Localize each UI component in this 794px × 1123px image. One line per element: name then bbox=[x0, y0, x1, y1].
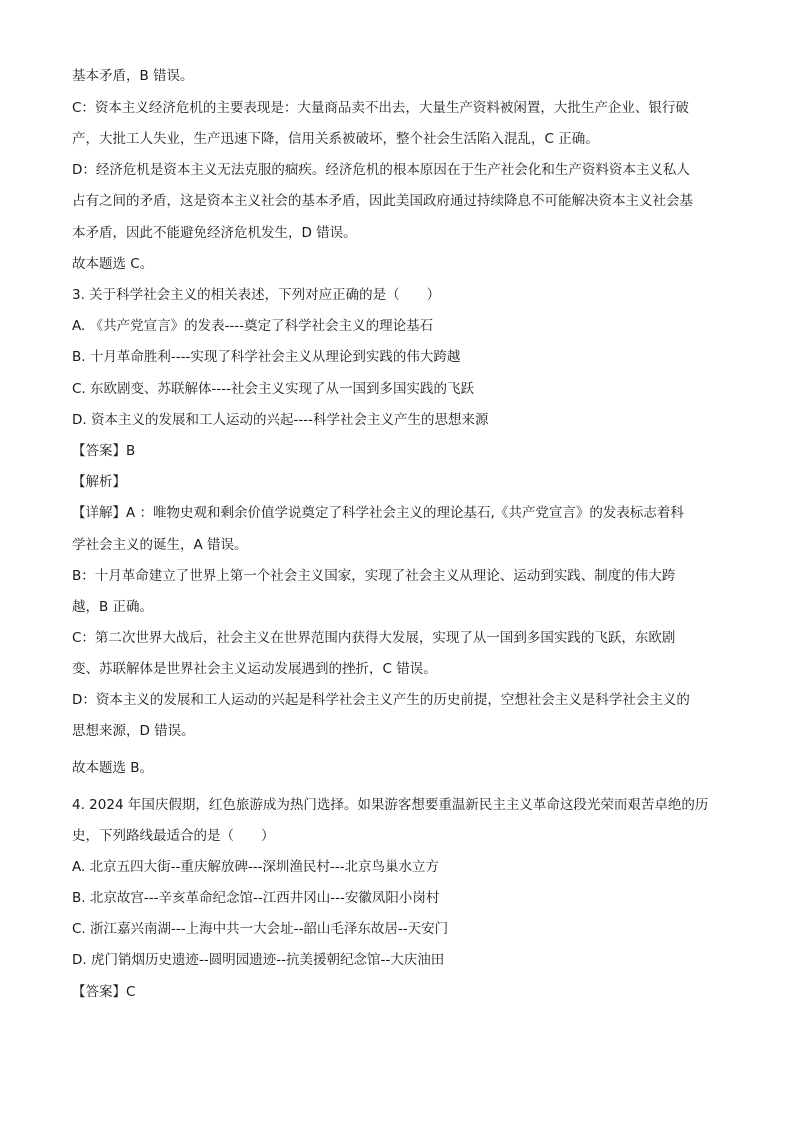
text-line: 占有之间的矛盾，这是资本主义社会的基本矛盾，因此美国政府通过持续降息不可能解决资本主义社会基 bbox=[72, 193, 693, 209]
answer-label: 【答案】B bbox=[72, 443, 136, 459]
option-d: D. 虎门销烟历史遗迹--圆明园遗迹--抗美援朝纪念馆--大庆油田 bbox=[72, 952, 445, 968]
question-3-stem: 3. 关于科学社会主义的相关表述，下列对应正确的是（ ） bbox=[72, 287, 441, 303]
text-line: B：十月革命建立了世界上第一个社会主义国家，实现了社会主义从理论、运动到实践、制度的伟大跨 bbox=[72, 568, 676, 584]
option-c: C. 东欧剧变、苏联解体----社会主义实现了从一国到多国实践的飞跃 bbox=[72, 381, 474, 397]
option-b: B. 十月革命胜利----实现了科学社会主义从理论到实践的伟大跨越 bbox=[72, 349, 461, 365]
option-d: D. 资本主义的发展和工人运动的兴起----科学社会主义产生的思想来源 bbox=[72, 412, 489, 428]
analysis-label: 【解析】 bbox=[72, 474, 126, 490]
option-b: B. 北京故宫---辛亥革命纪念馆--江西井冈山---安徽凤阳小岗村 bbox=[72, 890, 440, 906]
text-line: 故本题选 B。 bbox=[72, 760, 154, 776]
text-line: 本矛盾，因此不能避免经济危机发生，D 错误。 bbox=[72, 225, 357, 241]
text-line: 越，B 正确。 bbox=[72, 599, 154, 615]
text-line: D：经济危机是资本主义无法克服的痼疾。经济危机的根本原因在于生产社会化和生产资料资本主义私人 bbox=[72, 162, 690, 178]
text-line: C：第二次世界大战后，社会主义在世界范围内获得大发展，实现了从一国到多国实践的飞跃，东欧剧 bbox=[72, 630, 676, 646]
text-line: 变、苏联解体是世界社会主义运动发展遇到的挫折，C 错误。 bbox=[72, 661, 437, 677]
answer-label: 【答案】C bbox=[72, 984, 136, 1000]
question-4-stem: 4. 2024 年国庆假期，红色旅游成为热门选择。如果游客想要重温新民主主义革命这段光荣而艰苦卓绝的历 bbox=[72, 797, 709, 813]
text-line: 【详解】A ：唯物史观和剩余价值学说奠定了科学社会主义的理论基石,《共产党宣言》的发表标志着科 bbox=[72, 505, 684, 521]
text-line: C：资本主义经济危机的主要表现是：大量商品卖不出去，大量生产资料被闲置，大批生产企业、银行破 bbox=[72, 100, 689, 116]
option-a: A. 《共产党宣言》的发表----奠定了科学社会主义的理论基石 bbox=[72, 318, 434, 334]
option-c: C. 浙江嘉兴南湖---上海中共一大会址--韶山毛泽东故居--天安门 bbox=[72, 921, 449, 937]
text-line: 学社会主义的诞生，A 错误。 bbox=[72, 537, 248, 553]
text-line: 史，下列路线最适合的是（ ） bbox=[72, 828, 275, 844]
text-line: 产，大批工人失业，生产迅速下降，信用关系被破坏，整个社会生活陷入混乱，C 正确。 bbox=[72, 131, 599, 147]
text-line: D：资本主义的发展和工人运动的兴起是科学社会主义产生的历史前提，空想社会主义是科学社会主义的 bbox=[72, 692, 690, 708]
text-line: 故本题选 C。 bbox=[72, 256, 154, 272]
text-line: 思想来源，D 错误。 bbox=[72, 723, 195, 739]
option-a: A. 北京五四大街--重庆解放碑---深圳渔民村---北京鸟巢水立方 bbox=[72, 859, 440, 875]
text-line: 基本矛盾，B 错误。 bbox=[72, 68, 194, 84]
